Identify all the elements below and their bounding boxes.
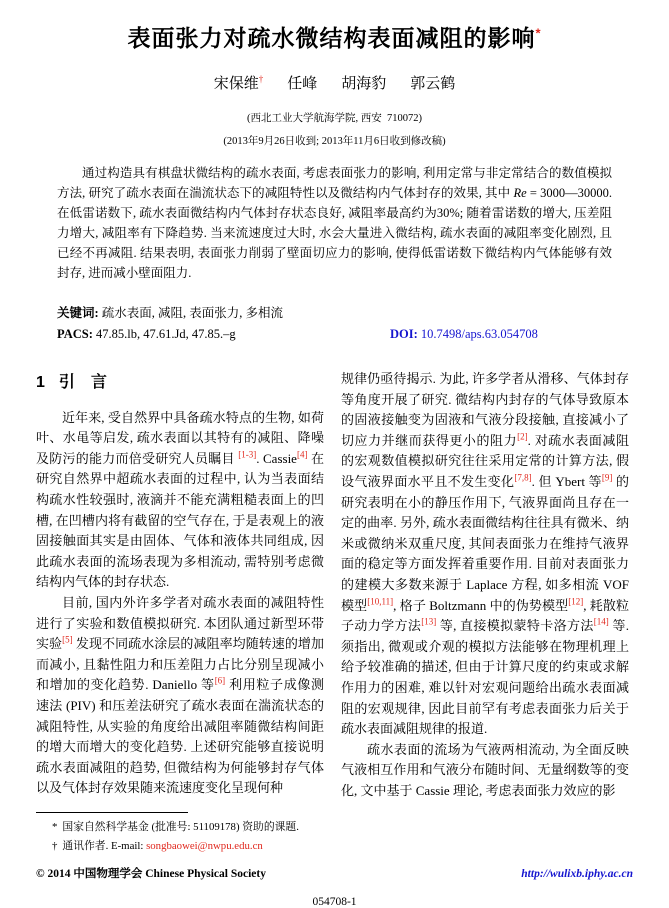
text-run: 疏水表面的流场为气液两相流动, 为全面反映气液相互作用和气液分布随时间、无量纲数等的变化, 文中基于 Cassie 理论, 考虑表面张力效应的影 <box>341 741 629 798</box>
reference-superscript: [4] <box>296 449 308 460</box>
copyright-notice: © 2014 中国物理学会 Chinese Physical Society <box>36 867 266 880</box>
keywords-label: 关键词: <box>57 306 99 320</box>
title-footnote-asterisk: * <box>535 25 542 41</box>
received-dates: (2013年9月26日收到; 2013年11月6日收到修改稿) <box>223 136 446 147</box>
section-1-heading <box>36 373 324 394</box>
author-name: 胡海豹 <box>341 76 387 92</box>
funding-footnote <box>36 818 324 837</box>
body-paragraph <box>36 593 324 799</box>
doi-group <box>390 327 538 342</box>
section-title: 引 言 <box>58 374 107 391</box>
text-run: , 耗散粒子动力学方法 <box>341 597 629 634</box>
author-name: 宋保维† <box>213 74 264 92</box>
paper-title-text: 表面张力对疏水微结构表面减阻的影响 <box>127 25 536 51</box>
text-run: . 但 Ybert 等 <box>531 473 602 489</box>
left-column <box>36 369 324 857</box>
dagger-marker: † <box>52 840 58 853</box>
keywords-row <box>57 303 612 321</box>
text-run: 目前, 国内外许多学者对疏水表面的减阻特性进行了实验和数值模拟研究. 本团队通过新型环带实验 <box>36 594 324 652</box>
text-run: = 3000—30000. 在低雷诺数下, 疏水表面微结构内气体封存状态良好, 减阻率最高约为30%; 随着雷诺数的增大, 压差阻力增大, 减阻率有下降趋势. 当来流速度过大时, 水会大量进入微结构, 疏水表面的减阻率变化剧烈, 且已经不再减阻. 结果表明, 表面张力削弱了壁面切应力的影响, 使得低雷诺数下微结构内气体能够有效封存, 进而减小壁面阻力. <box>57 186 612 280</box>
text-run: 近年来, 受自然界中具备疏水特点的生物, 如荷叶、水黾等启发, 疏水表面以其特有的减阻、降噪及防污的能力而倍受研究人员瞩目 <box>36 409 324 466</box>
text-run: 利用粒子成像测速法 (PIV) 和压差法研究了疏水表面在湍流状态的减阻特性, 从实验的角度给出减阻率随微结构间距的增大而增大的变化趋势. 上述研究能够直接说明疏水表面减阻的趋势, 但微结构为何能够封存气体以及气体封存效果随来流速度变化呈现何种 <box>36 677 324 796</box>
two-column-body <box>36 369 633 857</box>
author-name: 郭云鹤 <box>410 76 456 92</box>
journal-url-link[interactable]: http://wulixb.iphy.ac.cn <box>521 867 633 880</box>
body-paragraph <box>36 408 324 593</box>
text-run: 在研究自然界中超疏水表面的过程中, 认为当表面结构疏水性较强时, 液滴并不能充满粗糙表面上的凹槽, 在凹槽内将有截留的空气存在, 于是表观上的液固接触面其实是由固体、气体和液体共同组成, 因此疏水表面的流场表现为多相流动, 需特别考虑微结构内气体的封存状态. <box>36 450 324 590</box>
text-run: 规律仍亟待揭示. 为此, 许多学者从滑移、气体封存等角度开展了研究. 微结构内封存的气体导致原本的固液接触变为固液和气液分段接触, 直接减小了切应力并继而获得更小的阻力 <box>341 371 629 448</box>
text-run: . 对疏水表面减阻的宏观数值模拟研究往往采用定常的计算方法, 假设气液界面水平且不发生变化 <box>341 432 629 489</box>
right-column-paragraphs <box>341 369 629 801</box>
contact-footnote <box>36 837 324 856</box>
reference-superscript: [5] <box>62 634 73 645</box>
text-run: . Cassie <box>256 450 297 466</box>
email-link[interactable]: songbaowei@nwpu.edu.cn <box>146 840 263 853</box>
pacs-row <box>57 327 612 345</box>
page-footer <box>36 865 633 881</box>
pacs-label: PACS: <box>57 327 93 341</box>
body-paragraph <box>341 740 629 802</box>
doi-link[interactable]: 10.7498/aps.63.054708 <box>420 327 538 341</box>
page-number: 054708-1 <box>312 895 357 908</box>
text-run: 的研究表明在小的静压作用下, 气液界面尚且存在一定的曲率. 另外, 疏水表面微结构往往具有微米、纳米或微纳米双重尺度, 其间表面张力在维持气液界面的稳定等方面发挥着重要作用. 目前对表面张力的建模大多数来源于 Laplace 方程, 如多相流 VOF 模型 <box>341 473 629 613</box>
meta-block <box>57 303 612 345</box>
body-paragraph <box>341 369 629 740</box>
text-run: , 格子 Boltzmann 中的伪势模型 <box>393 597 569 613</box>
paper-title <box>0 0 669 53</box>
reference-superscript: [6] <box>214 675 226 686</box>
left-column-paragraphs <box>36 408 324 799</box>
reference-superscript: [13] <box>421 616 437 627</box>
math-symbol: Re <box>513 186 527 200</box>
footnote-block <box>36 812 324 857</box>
reference-superscript: [12] <box>568 596 584 607</box>
contact-footnote-text: 通讯作者. E-mail: <box>62 840 147 853</box>
corresponding-author-marker: † <box>258 74 264 84</box>
footnote-rule <box>36 812 188 813</box>
reference-superscript: [7,8] <box>514 472 532 483</box>
text-run: 等. 须指出, 微观或介观的模拟方法能够在物理机理上给予较准确的描述, 但由于计算尺度的约束或求解作用力的困难, 难以针对宏观问题给出疏水表面减阻的宏观规律, 因此目前罕有考虑表面张力后关于疏水表面减阻规律的报道. <box>341 618 629 737</box>
reference-superscript: [14] <box>593 616 609 627</box>
reference-superscript: [10,11] <box>367 596 394 607</box>
abstract <box>57 163 612 283</box>
reference-superscript: [2] <box>517 431 528 442</box>
author-name: 任峰 <box>287 76 318 92</box>
funding-footnote-text: 国家自然科学基金 (批准号: 51109178) 资助的课题. <box>62 820 299 833</box>
pacs-value: 47.85.lb, 47.61.Jd, 47.85.–g <box>96 327 236 341</box>
keywords-value: 疏水表面, 减阻, 表面张力, 多相流 <box>101 306 284 320</box>
text-run: 通过构造具有棋盘状微结构的疏水表面, 考虑表面张力的影响, 利用定常与非定常结合的数值模拟方法, 研究了疏水表面在湍流状态下的减阻特性以及微结构内气体封存的效果, 其中 <box>57 166 612 200</box>
affiliation: (西北工业大学航海学院, 西安 710072) <box>247 113 422 124</box>
right-column <box>341 369 629 857</box>
section-number: 1 <box>36 374 45 391</box>
reference-superscript: [1-3] <box>238 449 257 460</box>
reference-superscript: [9] <box>601 472 613 483</box>
doi-label: DOI: <box>390 327 418 341</box>
asterisk-marker: * <box>52 820 58 833</box>
text-run: 发现不同疏水涂层的减阻率均随转速的增加而减小, 且黏性阻力和压差阻力占比分别呈现减小和增加的变化趋势. Daniello 等 <box>36 636 324 693</box>
author-list <box>0 72 669 93</box>
text-run: 等, 直接模拟蒙特卡洛方法 <box>436 618 594 634</box>
